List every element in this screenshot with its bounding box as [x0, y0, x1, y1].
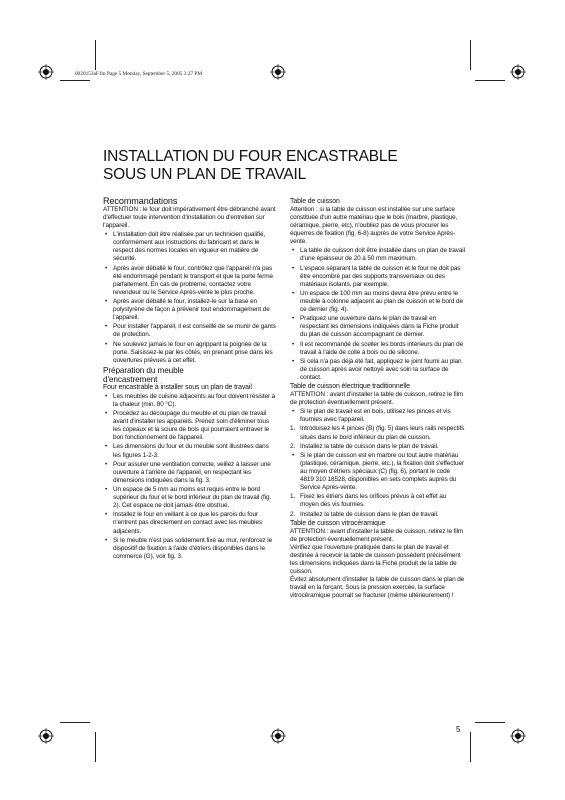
bullet-list: [103, 393, 276, 561]
list-item: • Si le plan de cuisson est en marbre ou tout autre matériau (plastique, céramique, pierre, etc.), la fixation doit s'effectuer au moyen d'étriers spéciaux (C) (fig. 6), portant le code 4819 310 18528, disponibles en sets complets auprès du Service Après-vente.: [290, 452, 465, 492]
list-item: • Si le meuble n'est pas solidement fixé au mur, renforcez le dispositif de fixation à l'aide d'étriers disponibles dans le commerce (G), voir fig. 3.: [103, 537, 276, 561]
crop-mark: [95, 732, 96, 762]
list-item: • Pratiquez une ouverture dans le plan de travail en respectant les dimensions indiquées dans la Fiche produit du plan de cuisson accompagnant ce dernier.: [290, 315, 465, 339]
section-heading-line: Préparation du meuble: [103, 365, 184, 375]
list-item: • L'installation doit être réalisée par un technicien qualifié, conformément aux instructions du fabricant et dans le respect des normes locales en vigueur en matière de sécurité.: [103, 231, 276, 263]
step-number: 2.: [290, 442, 296, 450]
page-number: 5: [456, 725, 461, 734]
registration-mark-icon: [510, 728, 526, 744]
step-text: Fixez les étriers dans les orifices prévus à cet effet au moyen des vis fournies.: [300, 493, 447, 509]
list-item: • Il est recommandé de sceller les bords intérieurs du plan de travail à l'aide de colle à bois ou de silicone.: [290, 341, 465, 357]
warning-text: ATTENTION : le four doit impérativement être débranché avant d'effectuer toute intervention d'installation ou d'entretien sur l'appareil.: [103, 206, 276, 230]
crop-mark: [475, 722, 505, 723]
left-column: [103, 196, 276, 562]
registration-mark-icon: [38, 728, 54, 744]
numbered-item: [290, 425, 465, 441]
list-item: • Un espace de 5 mm au moins est requis entre le bord supérieur du four et le bord inférieur du plan de travail (fig. 2). Cet espace ne doit jamais être obstrué.: [103, 486, 276, 510]
list-item: • La table de cuisson doit être installée dans un plan de travail d'une épaisseur de 20 à 50 mm maximum.: [290, 247, 465, 263]
numbered-list: [290, 425, 465, 450]
list-item: • Après avoir déballé le four, installez-le sur la base en polystyrène de façon à prévenir tout endommagement de l'appareil.: [103, 298, 276, 322]
crop-mark: [470, 732, 471, 762]
registration-mark-icon: [270, 64, 286, 80]
step-number: 1.: [290, 425, 296, 433]
list-item: • Pour assurer une ventilation correcte, veillez à laisser une ouverture à l'arrière de l'appareil, en respectant les dimensions indiquées dans la fig. 3.: [103, 461, 276, 485]
numbered-item: [290, 511, 465, 519]
step-number: 2.: [290, 510, 296, 518]
section-heading: Table de cuisson: [290, 198, 340, 205]
crop-mark: [470, 40, 471, 70]
section-heading: Table de cuisson vitrocéramique: [290, 519, 386, 527]
step-text: Introduisez les 4 pinces (B) (fig. 5) dans leurs rails respectifs situés dans le bord inférieur du plan de cuisson.: [300, 425, 465, 441]
list-item: • Si le plan de travail est en bois, utilisez les pinces et vis fournies avec l'appareil.: [290, 408, 465, 424]
numbered-list: [290, 493, 465, 518]
list-item: • Les dimensions du four et du meuble sont illustrées dans les figures 1-2-3.: [103, 443, 276, 459]
list-item: • Installez le four en veillant à ce que les parois du four n'entrent pas directement en contact avec les meubles adjacents.: [103, 511, 276, 535]
section-heading: [103, 366, 276, 384]
numbered-item: [290, 443, 465, 451]
list-item: • Ne soulevez jamais le four en agrippant la poignée de la porte. Saisissez-le par les côtés, en prenant prise dans les ouvertures prévues à cet effet.: [103, 341, 276, 365]
list-item: • L'espace séparant la table de cuisson et le four ne doit pas être encombré par des supports transversaux ou des matériaux isolants, par exemple.: [290, 265, 465, 289]
section-heading-line: d'encastrement: [103, 374, 158, 384]
bullet-list: [103, 231, 276, 365]
crop-mark: [475, 80, 505, 81]
registration-mark-icon: [510, 64, 526, 80]
page-title-line: INSTALLATION DU FOUR ENCASTRABLE: [103, 148, 398, 165]
list-item: • Un espace de 100 mm au moins devra être prévu entre le meuble à colonne adjacent au plan de cuisson et le bord de ce dernier (fig. 4).: [290, 290, 465, 314]
crop-mark: [95, 40, 96, 70]
list-item: • Si cela n'a pas déjà été fait, appliquez le joint fourni au plan de cuisson après avoir nettoyé avec soin la surface de contact.: [290, 358, 465, 382]
list-item: • Après avoir déballé le four, contrôlez que l'appareil n'a pas été endommagé pendant le transport et que la porte ferme parfaitement. En cas de problème, contactez votre revendeur ou le Service Après-vente le plus proche.: [103, 265, 276, 297]
registration-mark-icon: [270, 728, 286, 744]
list-item: • Les meubles de cuisine adjacents au four doivent résister à la chaleur (min. 80 °C).: [103, 393, 276, 409]
warning-text: ATTENTION : avant d'installer la table de cuisson, retirez le film de protection éventuellement présent.: [290, 527, 464, 543]
section-heading: Table de cuisson électrique traditionnelle: [290, 383, 410, 391]
section-heading: Recommandations: [103, 196, 178, 206]
list-item: • Procédez au découpage du meuble et du plan de travail avant d'installer les appareils. Prenez soin d'éliminer tous les copeaux et la sciure de bois qui pourraient entraver le bon fonctionnement de l'appareil.: [103, 410, 276, 442]
right-column: [290, 198, 465, 600]
paragraph: Attention : si la table de cuisson est installée sur une surface constituée d'un autre matériau que le bois (marbre, plastique, céramique, pierre, etc), n'oubliez pas de vous procurer les équerres de fixation (fig. 6-8) auprès de votre Service Après-vente.: [290, 206, 458, 246]
bullet-list: [290, 452, 465, 492]
bullet-list: [290, 408, 465, 424]
registration-mark-icon: [38, 64, 54, 80]
subheading-text: Four encastrable à installer sous un plan de travail: [103, 383, 252, 391]
crop-mark: [60, 80, 90, 81]
print-header: 0020153aF.fm Page 5 Monday, September 5, 2005 3:27 PM: [75, 71, 203, 77]
crop-mark: [60, 722, 90, 723]
page-title: [103, 148, 463, 184]
page-title-line: SOUS UN PLAN DE TRAVAIL: [103, 166, 306, 183]
list-item: • Pour installer l'appareil, il est conseillé de se munir de gants de protection.: [103, 323, 276, 339]
step-number: 1.: [290, 493, 296, 501]
step-text: Installez la table de cuisson dans le plan de travail.: [300, 510, 439, 518]
warning-text: ATTENTION : avant d'installer la table de cuisson, retirez le film de protection éventuellement présent.: [290, 391, 464, 407]
paragraph: Évitez absolument d'installer la table de cuisson dans le plan de travail en la forçant. Sous la pression exercée, la surface vitrocéramique pourrait se fracturer (même ultérieurement) !: [290, 576, 465, 600]
bullet-list: [290, 247, 465, 382]
numbered-item: [290, 493, 465, 509]
step-text: Installez la table de cuisson dans le plan de travail.: [300, 442, 439, 450]
paragraph: Vérifiez que l'ouverture pratiquée dans le plan de travail et destinée à recevoir la table de cuisson possèdent précisément les dimensions indiquées dans la Fiche produit de la table de cuisson.: [290, 544, 461, 576]
